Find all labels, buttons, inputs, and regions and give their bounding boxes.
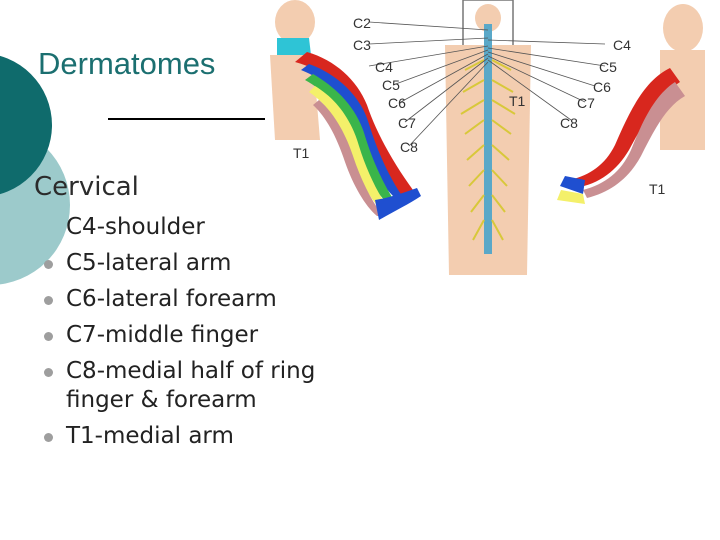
bullet-dot xyxy=(44,332,53,341)
label-c3: C3 xyxy=(353,37,371,53)
bullet-text: C8-medial half of ring finger & forearm xyxy=(66,358,316,413)
label-c5-right: C5 xyxy=(599,59,617,75)
bullet-item xyxy=(44,357,354,415)
bullet-text: T1-medial arm xyxy=(66,423,234,449)
label-c4-left: C4 xyxy=(375,59,393,75)
bullet-text: C6-lateral forearm xyxy=(66,286,277,312)
bullet-dot xyxy=(44,260,53,269)
left-head xyxy=(275,0,315,44)
section-heading: Cervical xyxy=(34,172,139,202)
label-c7-right: C7 xyxy=(577,95,595,111)
bullet-dot xyxy=(44,433,53,442)
bullet-dot xyxy=(44,368,53,377)
right-head xyxy=(663,4,703,52)
label-c4-right: C4 xyxy=(613,37,631,53)
bullet-dot xyxy=(44,296,53,305)
bullet-text: C7-middle finger xyxy=(66,322,259,348)
title-underline xyxy=(108,118,270,120)
label-c6-left: C6 xyxy=(388,95,406,111)
slide-title: Dermatomes xyxy=(38,46,216,81)
bullet-item xyxy=(44,321,354,350)
label-t1-left: T1 xyxy=(293,145,310,161)
label-c7-left: C7 xyxy=(398,115,416,131)
label-c8-right: C8 xyxy=(560,115,578,131)
bullet-item xyxy=(44,422,354,451)
label-c5-left: C5 xyxy=(382,77,400,93)
bullet-text: C4-shoulder xyxy=(66,214,205,240)
bullet-item xyxy=(44,285,354,314)
bullet-text: C5-lateral arm xyxy=(66,250,232,276)
label-t1-right: T1 xyxy=(649,181,666,197)
label-t1-center: T1 xyxy=(509,93,526,109)
label-c8-left: C8 xyxy=(400,139,418,155)
label-c6-right: C6 xyxy=(593,79,611,95)
dermatome-illustration xyxy=(265,0,705,275)
label-c2: C2 xyxy=(353,15,371,31)
